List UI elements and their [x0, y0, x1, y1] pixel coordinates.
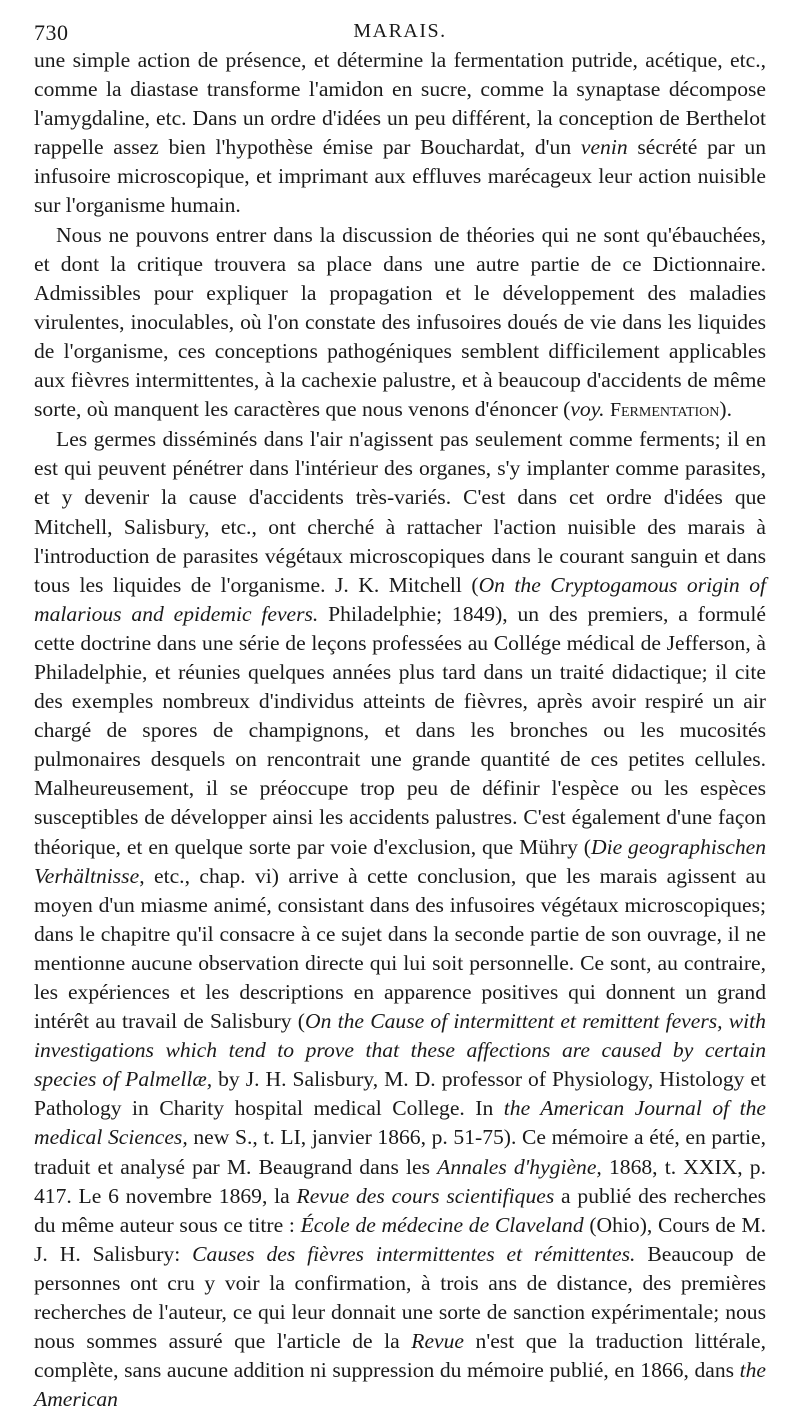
italic-text: Causes des fièvres intermittentes et rémittentes. — [192, 1241, 636, 1266]
italic-text: the American Journal of the medical Sciences, — [34, 1096, 766, 1150]
italic-text: École de médecine de Claveland — [300, 1212, 584, 1237]
text-run: ). — [719, 397, 732, 422]
italic-text: On the Cryptogamous origin of malarious and epidemic fevers. — [34, 572, 766, 626]
page-header — [34, 14, 766, 58]
body-text — [34, 46, 766, 1414]
text-run: 1868, t. XXIX, p. 417. Le 6 novembre 1869, la — [34, 1154, 766, 1208]
text-run: , etc., chap. vi) arrive à cette conclusion, que les marais agissent au moyen d'un miasme animé, consistant dans des infusoires végétaux microscopiques; dans le chapitre qu'il consacre à ce sujet dans la seconde partie de son ouvrage, il ne mentionne aucune observation directe qui lui soit personnelle. Ce sont, au contraire, les expériences et les descriptions en apparence positives qui donnent un grand intérêt au travail de Salisbury ( — [34, 863, 766, 1034]
text-run: new S., t. LI, janvier 1866, p. 51-75). Ce mémoire a été, en partie, traduit et analysé par M. Beaugrand dans les — [34, 1125, 766, 1179]
text-run: sécrété par un infusoire microscopique, et imprimant aux effluves marécageux leur action nuisible sur l'organisme humain. — [34, 135, 767, 218]
italic-text: voy. — [570, 397, 605, 422]
paragraph-theories — [34, 221, 766, 426]
text-run: Philadelphie; 1849), un des premiers, a formulé cette doctrine dans une série de leçons professées au Collége médical de Jefferson, à Philadelphie, et réunies quelques années plus tard dans un traité didactique; il cite des exemples nombreux d'individus atteints de fièvres, après avoir respiré un air chargé de spores de champignons, et dans les bronches ou les mucosités pulmonaires desquels on rencontrait une grande quantité de ces petites cellules. Malheureusement, il se préoccupe trop peu de définir l'espèce ou les espèces susceptibles de développer ainsi les accidents palustres. C'est également d'une façon théorique, et en quelque sorte par voie d'exclusion, que Mühry ( — [34, 601, 767, 859]
text-run: (Ohio), Cours de M. J. H. Salisbury: — [34, 1212, 766, 1266]
page-number: 730 — [34, 20, 69, 45]
text-run: Les germes disséminés dans l'air n'agissent pas seulement comme ferments; il en est qui peuvent pénétrer dans l'intérieur des organes, s'y implanter comme parasites, et y devenir la cause d'accidents très-variés. C'est dans cet ordre d'idées que Mitchell, Salisbury, etc., ont cherché à rattacher l'action nuisible des marais à l'introduction de parasites végétaux microscopiques dans le courant sanguin et dans tous les liquides de l'organisme. J. K. Mitchell ( — [34, 427, 766, 597]
italic-text: Die geographischen Verhältnisse — [34, 834, 766, 888]
italic-text: Revue des cours scientifiques — [296, 1183, 555, 1208]
italic-text: the American — [34, 1358, 766, 1412]
italic-text: venin — [580, 135, 628, 160]
text-run: Nous ne pouvons entrer dans la discussion de théories qui ne sont qu'ébauchées, et dont la critique trouvera sa place dans une autre partie de ce Dictionnaire. Admissibles pour expliquer la propagation et le développement des maladies virulentes, inoculables, où l'on constate des infusoires doués de vie dans les liquides de l'organisme, ces conceptions pathogéniques semblent difficilement applicables aux fièvres intermittentes, à la cachexie palustre, et à beaucoup d'accidents de même sorte, où manquent les caractères que nous venons d'énoncer ( — [34, 222, 766, 422]
italic-text: Revue — [411, 1329, 464, 1354]
text-run: n'est que la traduction littérale, complète, sans aucune addition ni suppression du mémoire publié, en 1866, dans — [34, 1329, 766, 1383]
running-title: MARAIS. — [353, 20, 447, 42]
text-run: a publié des recherches du même auteur sous ce titre : — [34, 1183, 767, 1237]
text-run: une simple action de présence, et détermine la fermentation putride, acétique, etc., comme la diastase transforme l'amidon en sucre, comme la synaptase décompose l'amygdaline, etc. Dans un ordre d'idées un peu différent, la conception de Berthelot rappelle assez bien l'hypothèse émise par Bouchardat, d'un — [34, 48, 766, 160]
paragraph-continuation — [34, 46, 766, 221]
italic-text: On the Cause of intermittent et remittent fevers, with investigations which tend to prove that these affections are caused by certain species of Palmellæ, — [34, 1009, 766, 1092]
small-caps-text: Fermentation — [609, 399, 720, 422]
italic-text: Annales d'hygiène, — [437, 1154, 602, 1179]
paragraph-germs — [34, 425, 766, 1414]
text-run: Beaucoup de personnes ont cru y voir la confirmation, à trois ans de distance, des premières recherches de l'auteur, ce qui leur donnait une sorte de sanction expérimentale; nous nous sommes assuré que l'article de la — [34, 1241, 766, 1354]
text-run: by J. H. Salisbury, M. D. professor of Physiology, Histology et Pathology in Charity hospital medical College. In — [34, 1067, 766, 1121]
